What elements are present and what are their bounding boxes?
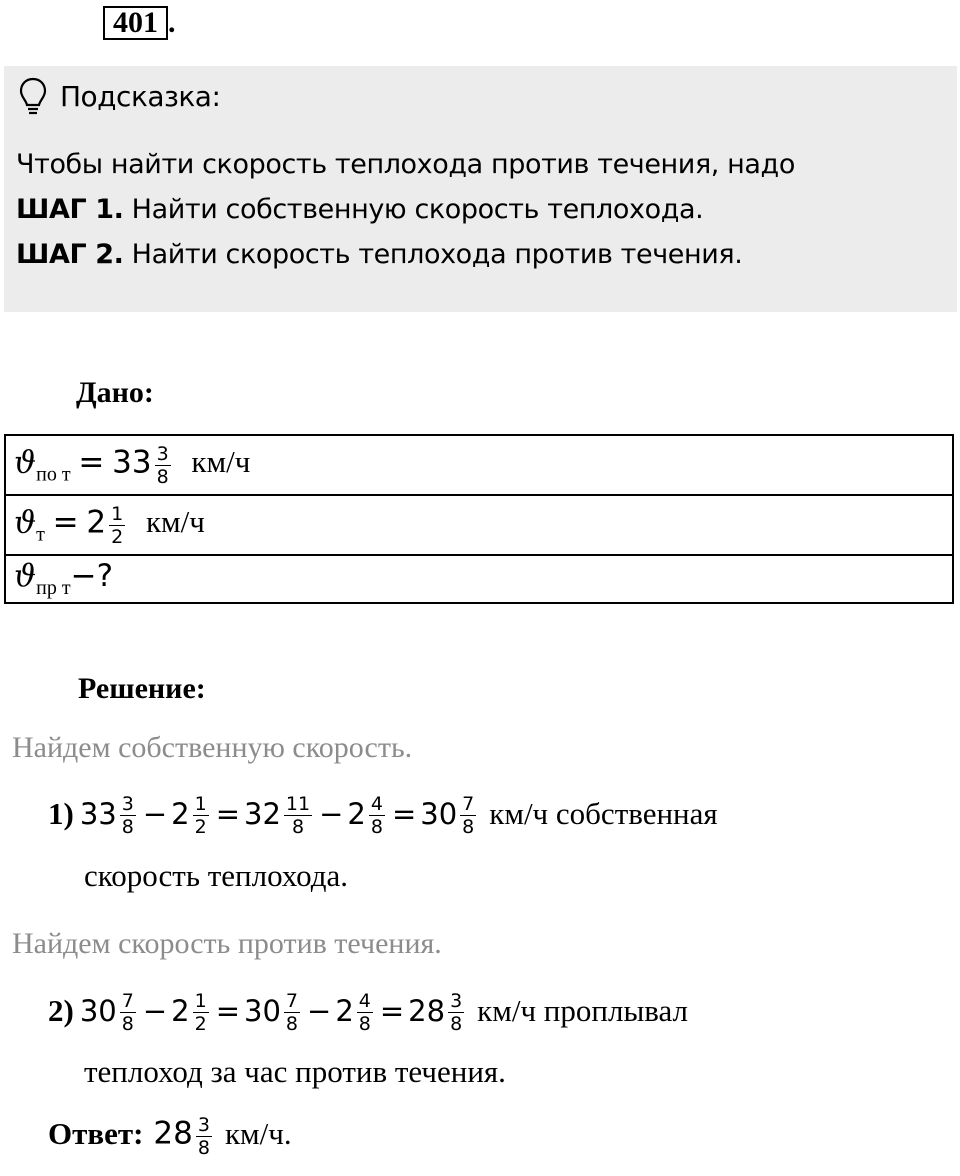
fraction-denominator: 8 [358,1013,371,1035]
fraction [120,793,136,838]
given-subscript: т [36,523,45,546]
fraction-denominator: 8 [285,1013,298,1035]
fraction [284,793,312,838]
solution-note-1: Найдем собственную скорость. [12,731,413,764]
fraction-denominator: 8 [450,1013,463,1035]
minus-sign: − [319,796,344,831]
fraction-numerator: 1 [111,502,124,525]
problem-number [103,6,176,40]
fraction-denominator: 2 [194,1013,207,1035]
fraction-denominator: 8 [462,816,475,838]
solution-title: Решение: [78,672,206,705]
given-relation: = [52,504,79,541]
fraction-denominator: 2 [194,816,207,838]
given-symbol: ϑ [14,444,37,481]
given-whole: 33 [112,444,152,481]
given-symbol: ϑ [14,504,37,541]
equals-sign: = [391,796,417,831]
given-subscript: по т [36,463,71,486]
hint-title: Подсказка: [60,79,221,113]
problem-number-dot: . [168,6,176,39]
given-symbol: ϑ [14,558,37,594]
mixed-whole: 28 [408,993,446,1028]
fraction-numerator: 3 [450,990,463,1012]
hint-body [16,142,795,277]
given-fraction [109,503,125,548]
answer-fraction [196,1114,212,1159]
equals-sign: = [379,993,405,1028]
given-subscript: пр т [36,577,71,599]
hint-intro: Чтобы найти скорость теплохода против течения, надо [16,149,795,180]
fraction [193,793,209,838]
mixed-whole: 2 [347,796,366,831]
fraction-numerator: 7 [285,990,298,1012]
fraction-numerator: 7 [462,793,475,815]
answer-label: Ответ: [48,1115,144,1151]
fraction-numerator: 3 [197,1114,210,1136]
hint-step-1 [16,187,795,232]
given-whole: 2 [86,504,107,541]
step-label: 1) [48,795,74,831]
fraction-denominator: 8 [291,816,305,838]
mixed-whole: 2 [171,796,190,831]
fraction-numerator: 3 [156,442,169,465]
fraction-denominator: 2 [111,525,124,548]
given-table [4,434,954,604]
fraction-numerator: 7 [121,990,134,1012]
given-row [5,435,953,495]
given-unit: км/ч [145,504,205,540]
mixed-whole: 32 [244,796,281,831]
minus-sign: − [142,993,168,1028]
hint-step-2-text: Найти скорость теплохода против течения. [123,239,743,270]
fraction-numerator: 4 [358,990,371,1012]
solution-step-2 [48,990,688,1035]
fraction-numerator: 4 [370,793,383,815]
given-row [5,495,953,555]
equals-sign: = [215,993,240,1028]
given-title: Дано: [76,376,154,409]
mixed-whole: 30 [79,993,117,1028]
mixed-whole: 2 [171,993,190,1028]
fraction-numerator: 3 [121,793,134,815]
mixed-whole: 33 [79,796,117,831]
fraction-denominator: 8 [156,465,169,488]
fraction [193,990,209,1035]
solution-step-1-continuation: скорость теплохода. [84,858,349,893]
problem-number-box: 401 [103,6,168,40]
step-expression [79,990,467,1035]
lightbulb-icon [18,76,48,116]
given-relation: = [78,444,105,481]
solution-step-2-continuation: теплоход за час против течения. [84,1054,506,1089]
equals-sign: = [215,796,240,831]
mixed-whole: 30 [244,993,281,1028]
step-expression [79,793,479,838]
step-tail: км/ч собственная [489,795,718,831]
step-tail: км/ч проплывал [477,992,689,1028]
hint-panel [4,66,957,312]
fraction [448,990,464,1035]
fraction-denominator: 8 [121,816,134,838]
fraction [357,990,373,1035]
minus-sign: − [307,993,332,1028]
solution-note-2: Найдем скорость против течения. [12,927,442,960]
hint-step-1-text: Найти собственную скорость теплохода. [123,194,704,225]
given-row [5,555,953,603]
solution-step-1 [48,793,718,838]
hint-step-2 [16,232,795,277]
hint-header [18,76,220,116]
fraction-numerator: 1 [194,990,207,1012]
mixed-whole: 2 [335,993,354,1028]
fraction [460,793,476,838]
step-label: 2) [48,992,74,1028]
given-fraction [155,443,171,488]
minus-sign: − [142,796,168,831]
mixed-whole: 30 [420,796,458,831]
given-unit: км/ч [191,444,251,480]
answer-whole: 28 [153,1115,193,1152]
fraction-denominator: 8 [197,1137,210,1159]
fraction [120,990,136,1035]
answer-unit: км/ч. [224,1115,292,1151]
fraction-denominator: 8 [370,816,383,838]
fraction [284,990,300,1035]
fraction-denominator: 8 [121,1013,134,1035]
hint-step-2-label: ШАГ 2. [16,239,124,270]
hint-step-1-label: ШАГ 1. [16,194,124,225]
answer-line [48,1114,292,1159]
fraction [369,793,385,838]
given-unknown-mark: −? [70,558,114,594]
fraction-numerator: 1 [194,793,207,815]
fraction-numerator: 11 [285,793,311,815]
